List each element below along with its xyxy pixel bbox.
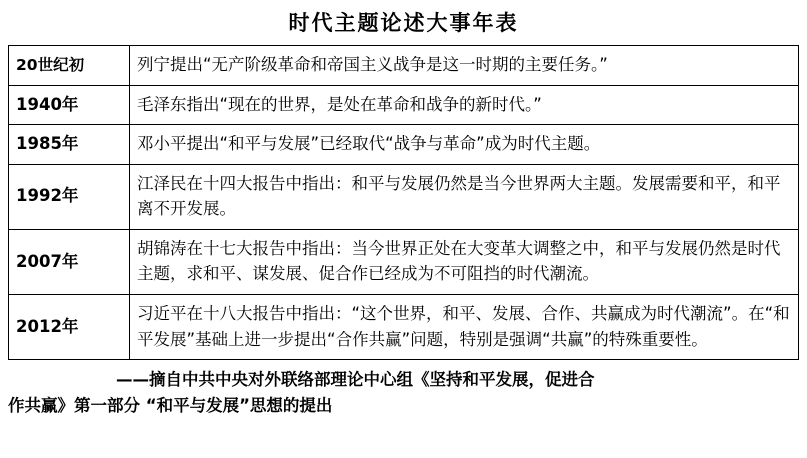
- description-cell: 江泽民在十四大报告中指出：和平与发展仍然是当今世界两大主题。发展需要和平，和平离不开发展。: [130, 164, 799, 229]
- source-footnote: [8, 360, 799, 420]
- year-cell: 2012年: [9, 294, 130, 359]
- table-row: [9, 294, 799, 359]
- timeline-table: [8, 45, 799, 360]
- description-cell: 列宁提出“无产阶级革命和帝国主义战争是这一时期的主要任务。”: [130, 46, 799, 86]
- year-cell: 2007年: [9, 229, 130, 294]
- description-cell: 胡锦涛在十七大报告中指出：当今世界正处在大变革大调整之中，和平与发展仍然是时代主题，求和平、谋发展、促合作已经成为不可阻挡的时代潮流。: [130, 229, 799, 294]
- table-row: [9, 46, 799, 86]
- table-row: [9, 164, 799, 229]
- year-cell: 1940年: [9, 85, 130, 125]
- description-cell: 习近平在十八大报告中指出：“这个世界，和平、发展、合作、共赢成为时代潮流”。在“和平发展”基础上进一步提出“合作共赢”问题，特别是强调“共赢”的特殊重要性。: [130, 294, 799, 359]
- table-row: [9, 125, 799, 165]
- table-row: [9, 229, 799, 294]
- page-title: 时代主题论述大事年表: [288, 11, 519, 35]
- table-row: [9, 85, 799, 125]
- footnote-line-1: ——摘自中共中央对外联络部理论中心组《坚持和平发展，促进合: [116, 370, 595, 390]
- description-cell: 邓小平提出“和平与发展”已经取代“战争与革命”成为时代主题。: [130, 125, 799, 165]
- year-cell: 1985年: [9, 125, 130, 165]
- year-cell: 1992年: [9, 164, 130, 229]
- footnote-line-2: 作共赢》第一部分 “和平与发展”思想的提出: [8, 396, 333, 416]
- year-cell: 20世纪初: [9, 46, 130, 86]
- description-cell: 毛泽东指出“现在的世界，是处在革命和战争的新时代。”: [130, 85, 799, 125]
- timeline-table-body: [9, 46, 799, 360]
